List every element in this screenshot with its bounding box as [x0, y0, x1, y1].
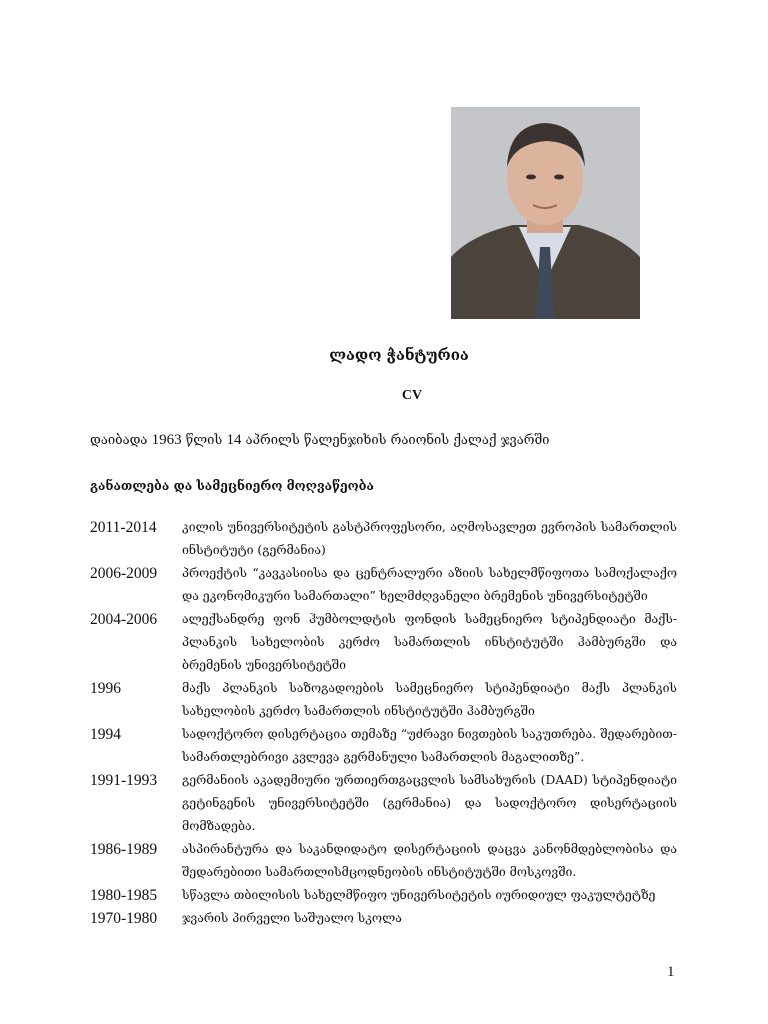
birth-mid: წლის [185, 433, 223, 448]
education-description: კილის უნივერსიტეტის გასტპროფესორი, აღმოსავლეთ ევროპის სამართლის ინსტიტუტი (გერმანია) [182, 520, 677, 557]
education-description: ჯვარის პირველი საშუალო სკოლა [182, 911, 402, 925]
birth-info [90, 432, 549, 449]
education-list [90, 516, 677, 930]
education-years: 1986-1989 [90, 841, 158, 858]
education-row [90, 838, 677, 884]
education-years: 2004-2006 [90, 611, 158, 628]
education-row [90, 608, 677, 677]
education-years: 1970-1980 [90, 910, 158, 927]
person-name: ლადო ჭანტურია [329, 346, 469, 364]
education-description: ასპირანტურა და საკანდიდატო დისერტაციის დაცვა კანონმდებლობისა და შედარებითი სამართლისმცოდნეობის ინსტიტუტში მოსკოვში. [182, 842, 677, 879]
education-row [90, 884, 677, 907]
birth-year: 1963 [151, 432, 182, 448]
education-row [90, 562, 677, 608]
education-years: 1994 [90, 726, 121, 743]
education-row [90, 907, 677, 930]
education-description: სადოქტორო დისერტაცია თემაზე “უძრავი ნივთების საკუთრება. შედარებით-სამართლებრივი კვლევა გერმანული სამართლის მაგალითზე”. [182, 727, 677, 764]
education-years: 2006-2009 [90, 565, 158, 582]
education-description: გერმანიის აკადემიური ურთიერთგაცვლის სამსახურის (DAAD) სტიპენდიატი გეტინგენის უნივერსიტეტში (გერმანია) და სადოქტორო დისერტაციის მომზადება. [182, 773, 677, 833]
education-years: 2011-2014 [90, 519, 157, 536]
education-description: პროექტის “კავკასიისა და ცენტრალური აზიის სახელმწიფოთა სამოქალაქო და ეკონომიკური სამართალი” ხელმძღვანელი ბრემენის უნივერსიტეტში [182, 566, 677, 603]
birth-prefix: დაიბადა [90, 433, 148, 448]
section-title-education: განათლება და სამეცნიერო მოღვაწეობა [90, 478, 374, 493]
cv-heading: CV [401, 388, 423, 403]
portrait-photo [451, 107, 640, 319]
education-row [90, 516, 677, 562]
education-row [90, 723, 677, 769]
education-row [90, 769, 677, 838]
education-years: 1996 [90, 680, 121, 697]
education-row [90, 677, 677, 723]
education-years: 1980-1985 [90, 887, 158, 904]
education-description: სწავლა თბილისის სახელმწიფო უნივერსიტეტის იურიდიულ ფაკულტეტზე [182, 888, 656, 902]
page-number: 1 [667, 964, 675, 980]
education-description: ალექსანდრე ფონ ჰუმბოლდტის ფონდის სამეცნიერო სტიპენდიატი მაქს-პლანკის სახელობის კერძო სამართლის ინსტიტუტში ჰამბურგში და ბრემენის უნივერსიტეტში [182, 612, 677, 672]
birth-place: აპრილს წალენჯიხის რაიონის ქალაქ ჯვარში [245, 433, 550, 448]
education-description: მაქს პლანკის საზოგადოების სამეცნიერო სტიპენდიატი მაქს პლანკის სახელობის კერძო სამართლის ინსტიტუტში ჰამბურგში [182, 681, 677, 718]
education-years: 1991-1993 [90, 772, 158, 789]
birth-day: 14 [226, 432, 242, 448]
